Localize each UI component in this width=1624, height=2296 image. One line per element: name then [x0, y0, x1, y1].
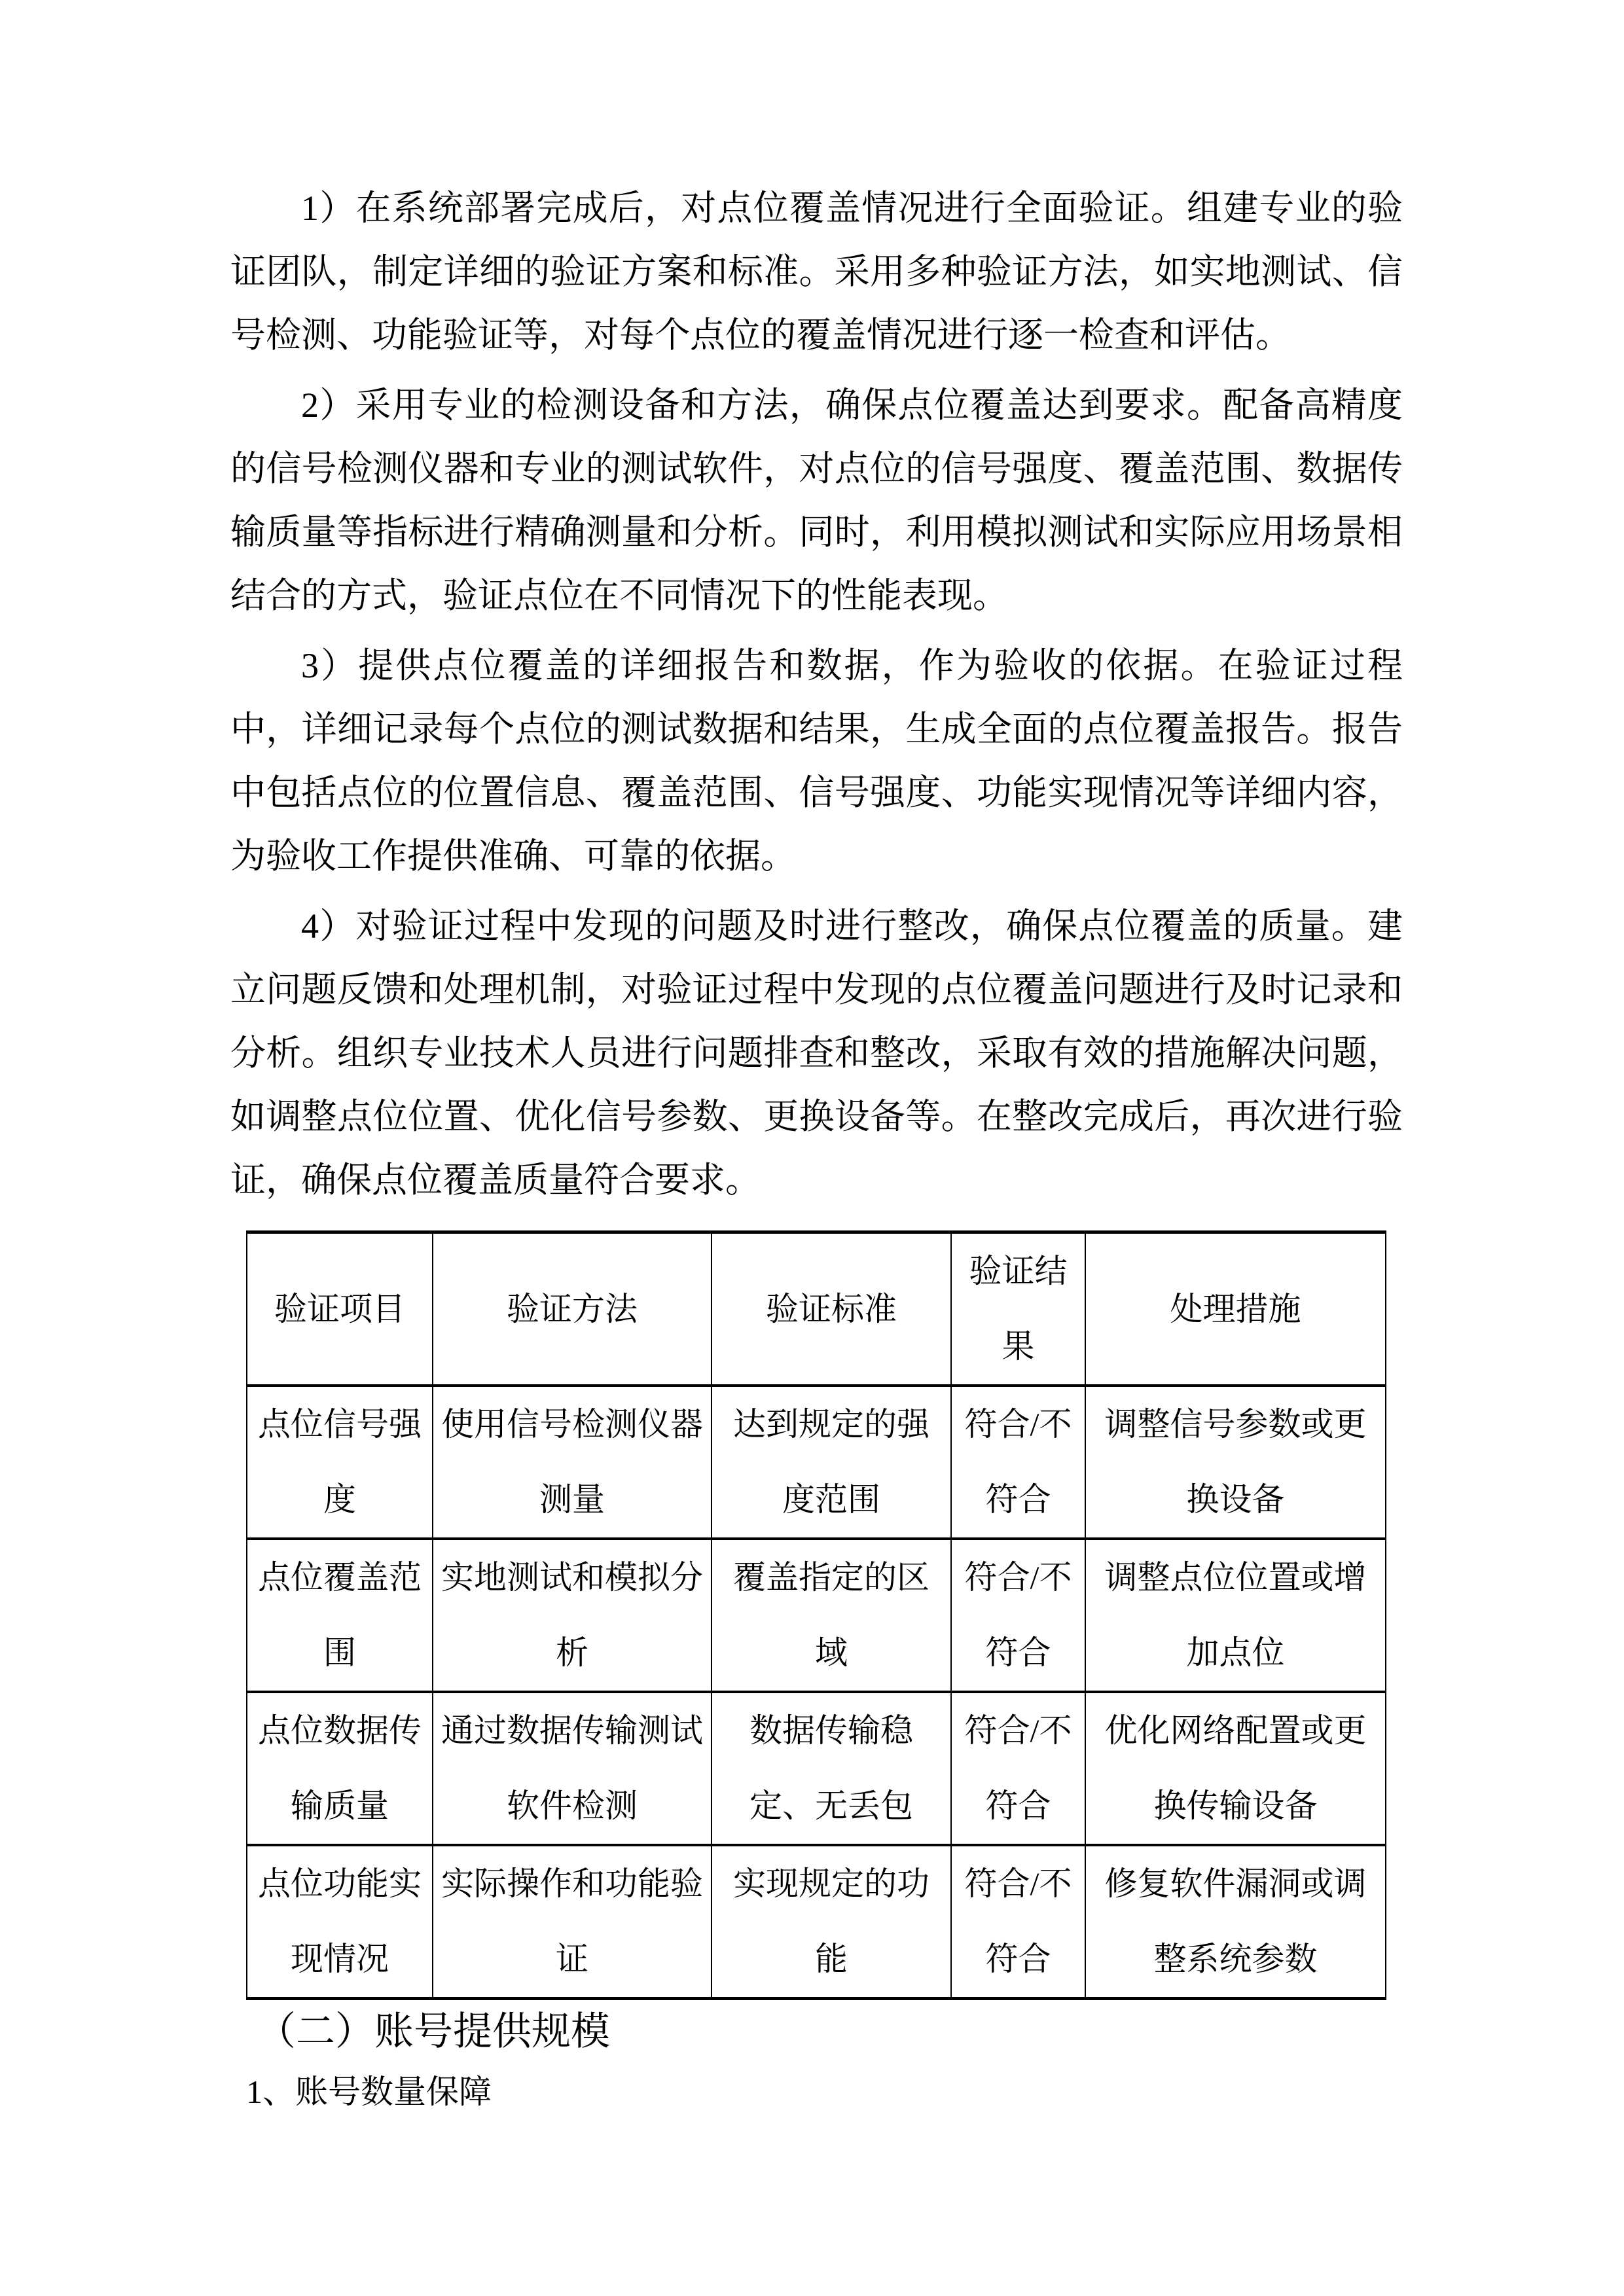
header-cell-measure: 处理措施 — [1085, 1232, 1386, 1386]
body-paragraph-2: 2）采用专业的检测设备和方法，确保点位覆盖达到要求。配备高精度的信号检测仪器和专业的测试软件，对点位的信号强度、覆盖范围、数据传输质量等指标进行精确测量和分析。同时，利用模拟测试和实际应用场景相结合的方式，验证点位在不同情况下的性能表现。 — [230, 386, 1403, 615]
subsection-heading: 1、账号数量保障 — [246, 2073, 492, 2110]
table-cell: 调整点位位置或增加点位 — [1085, 1539, 1386, 1692]
table-cell: 符合/不符合 — [951, 1845, 1085, 1999]
table-row-signal-strength — [247, 1386, 1386, 1539]
table-cell: 点位功能实现情况 — [247, 1845, 433, 1999]
table-row-coverage-range — [247, 1539, 1386, 1692]
header-cell-item: 验证项目 — [247, 1232, 433, 1386]
table-cell: 达到规定的强度范围 — [712, 1386, 951, 1539]
table-cell: 符合/不符合 — [951, 1539, 1085, 1692]
header-cell-standard: 验证标准 — [712, 1232, 951, 1386]
table-cell: 使用信号检测仪器测量 — [433, 1386, 712, 1539]
table-cell: 实现规定的功能 — [712, 1845, 951, 1999]
table-cell: 调整信号参数或更换设备 — [1085, 1386, 1386, 1539]
table-header-row — [247, 1232, 1386, 1386]
section-heading: （二）账号提供规模 — [257, 2010, 610, 2053]
table-cell: 实地测试和模拟分析 — [433, 1539, 712, 1692]
table-cell: 数据传输稳定、无丢包 — [712, 1692, 951, 1845]
verification-table — [246, 1230, 1386, 2000]
table-row-function-implementation — [247, 1845, 1386, 1999]
table-cell: 点位信号强度 — [247, 1386, 433, 1539]
table-cell: 优化网络配置或更换传输设备 — [1085, 1692, 1386, 1845]
table-cell: 修复软件漏洞或调整系统参数 — [1085, 1845, 1386, 1999]
body-paragraph-4: 4）对验证过程中发现的问题及时进行整改，确保点位覆盖的质量。建立问题反馈和处理机制，对验证过程中发现的点位覆盖问题进行及时记录和分析。组织专业技术人员进行问题排查和整改，采取有效的措施解决问题，如调整点位位置、优化信号参数、更换设备等。在整改完成后，再次进行验证，确保点位覆盖质量符合要求。 — [230, 906, 1403, 1200]
table-cell: 符合/不符合 — [951, 1692, 1085, 1845]
table-cell: 通过数据传输测试软件检测 — [433, 1692, 712, 1845]
table-cell: 符合/不符合 — [951, 1386, 1085, 1539]
header-cell-method: 验证方法 — [433, 1232, 712, 1386]
table-cell: 点位数据传输质量 — [247, 1692, 433, 1845]
body-paragraph-3: 3）提供点位覆盖的详细报告和数据，作为验收的依据。在验证过程中，详细记录每个点位的测试数据和结果，生成全面的点位覆盖报告。报告中包括点位的位置信息、覆盖范围、信号强度、功能实现情况等详细内容，为验收工作提供准确、可靠的依据。 — [230, 646, 1403, 876]
body-paragraph-1: 1）在系统部署完成后，对点位覆盖情况进行全面验证。组建专业的验证团队，制定详细的验证方案和标准。采用多种验证方法，如实地测试、信号检测、功能验证等，对每个点位的覆盖情况进行逐一检查和评估。 — [230, 188, 1403, 355]
table-row-data-transmission — [247, 1692, 1386, 1845]
header-cell-result: 验证结果 — [951, 1232, 1085, 1386]
table-cell: 实际操作和功能验证 — [433, 1845, 712, 1999]
table-cell: 覆盖指定的区域 — [712, 1539, 951, 1692]
table-cell: 点位覆盖范围 — [247, 1539, 433, 1692]
